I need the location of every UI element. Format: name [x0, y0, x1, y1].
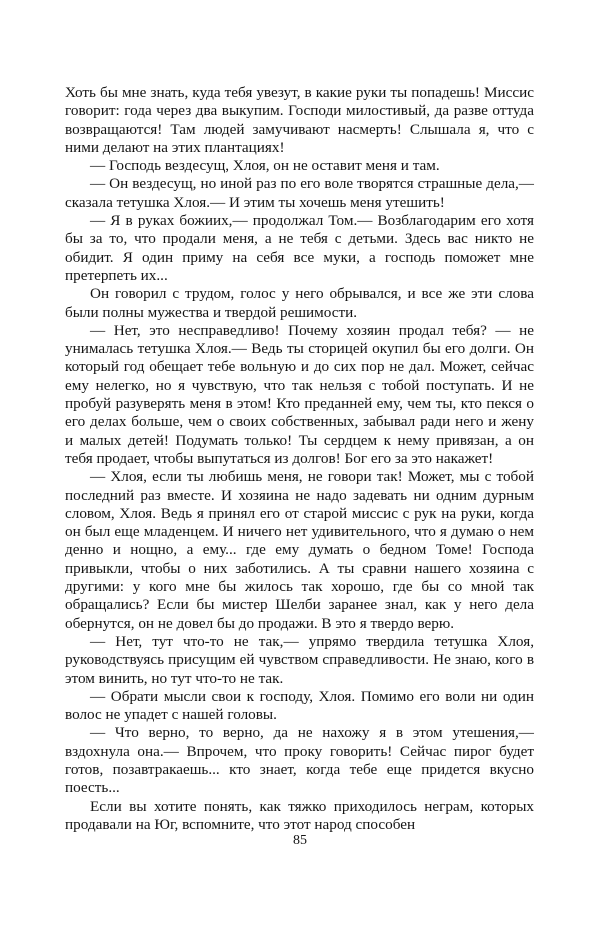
paragraph-4: — Я в руках божиих,— продолжал Том.— Возблагодарим его хотя бы за то, что продали меня, а не тебя с детьми. Здесь вас никто не обидит. Я один приму на себя все муки, а господь поможет мне претерпеть их...: [65, 212, 534, 284]
paragraph-8: — Нет, тут что-то не так,— упрямо твердила тетушка Хлоя, руководствуясь присущим ей чувством справедливости. Не знаю, кого в этом винить, но тут что-то не так.: [65, 632, 534, 687]
paragraph-5: Он говорил с трудом, голос у него обрывался, и все же эти слова были полны мужества и твердой решимости.: [65, 285, 534, 321]
paragraph-7: — Хлоя, если ты любишь меня, не говори так! Может, мы с тобой последний раз вместе. И хозяина не надо задевать ни одним дурным словом, Хлоя. Ведь я принял его от старой миссис с рук на руки, когда он был еще младенцем. И ничего нет удивительного, что я думаю о нем денно и нощно, а ему... где ему думать о бедном Томе! Господа привыкли, чтобы о них заботились. А ты сравни нашего хозяина с другими: у кого мне бы жилось так хорошо, где бы со мной так обращались? Если бы мистер Шелби заранее знал, как у него дела обернутся, он не довел бы до продажи. В это я твердо верю.: [65, 468, 534, 632]
paragraph-2: — Господь вездесущ, Хлоя, он не оставит меня и там.: [90, 157, 440, 175]
paragraph-3: — Он вездесущ, но иной раз по его воле творятся страшные дела,— сказала тетушка Хлоя.— И этим ты хочешь меня утешить!: [65, 175, 534, 211]
paragraph-11: Если вы хотите понять, как тяжко приходилось неграм, которых продавали на Юг, вспомните, что этот народ способен: [65, 797, 534, 833]
paragraph-6: — Нет, это несправедливо! Почему хозяин продал тебя? — не унималась тетушка Хлоя.— Ведь ты сторицей окупил бы его долги. Он который год обещает тебе вольную и до сих пор не дал. Может, сейчас ему нелегко, но я чувствую, что так нельзя с тобой поступать. И не пробуй разуверять меня в этом! Кто преданней ему, чем ты, кто пекся о его делах больше, чем о своих собственных, забывал ради него и жену и малых детей! Подумать только! Ты сердцем к нему привязан, а он тебя продает, чтобы выпутаться из долгов! Бог его за это накажет!: [65, 321, 534, 467]
page-body: [65, 84, 534, 834]
paragraph-10: — Что верно, то верно, да не нахожу я в этом утешения,— вздохнула она.— Впрочем, что проку говорить! Сейчас пирог будет готов, позавтракаешь... кто знает, когда тебе еще придется вкусно поесть...: [65, 724, 534, 797]
paragraph-9: — Обрати мысли свои к господу, Хлоя. Помимо его воли ни один волос не упадет с нашей головы.: [65, 687, 534, 724]
page-number: 85: [293, 833, 307, 848]
paragraph-1: Хоть бы мне знать, куда тебя увезут, в какие руки ты попадешь! Миссис говорит: года через два выкупим. Господи милостивый, да разве оттуда возвращаются! Там людей замучивают насмерть! Слышала я, что с ними делают на этих плантациях!: [65, 84, 534, 156]
